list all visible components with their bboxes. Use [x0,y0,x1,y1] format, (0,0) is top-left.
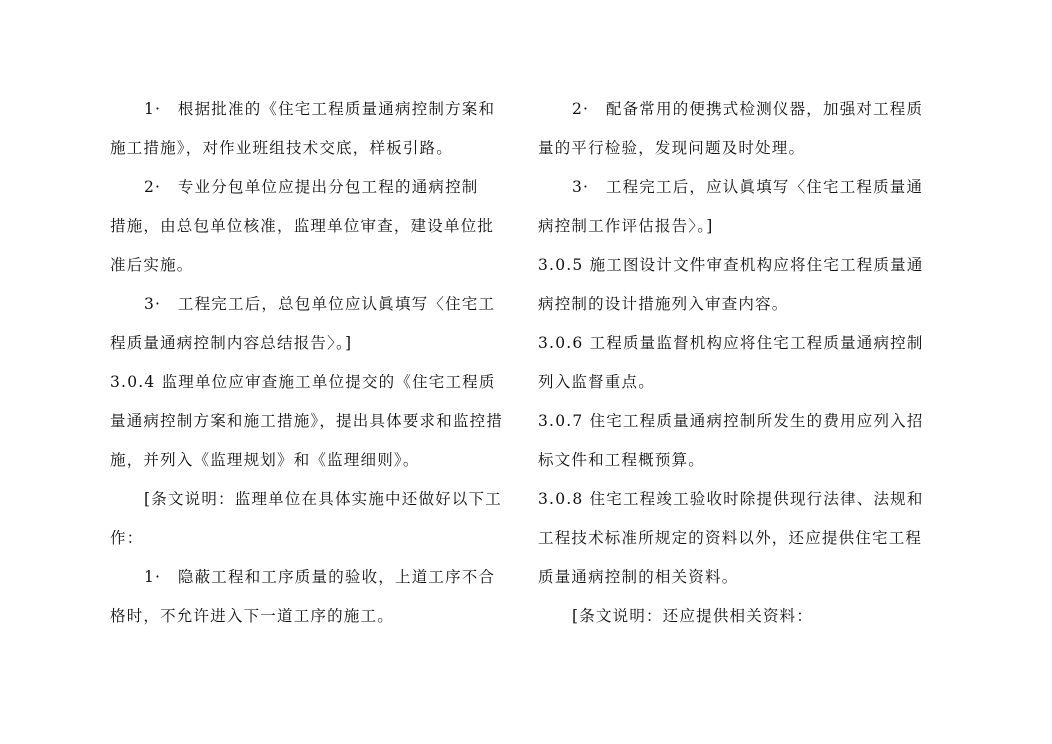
text-line: 2· 配备常用的便携式检测仪器，加强对工程质 [572,100,924,118]
text-line: 格时，不允许进入下一道工序的施工。 [110,607,394,625]
text-line: 标文件和工程概预算。 [538,451,706,469]
text-line: 施工措施》，对作业班组技术交底，样板引路。 [110,139,453,157]
clause-heading-3-0-6: 3.0.6 工程质量监督机构应将住宅工程质量通病控制 [538,334,924,352]
text-line: 病控制的设计措施列入审查内容。 [538,295,789,313]
text-line: 量通病控制方案和施工措施》，提出具体要求和监控措 [110,412,504,430]
text-line: 措施，由总包单位核准，监理单位审查，建设单位批 [110,217,495,235]
clause-heading-3-0-7: 3.0.7 住宅工程质量通病控制所发生的费用应列入招 [538,412,924,430]
left-column [110,90,520,636]
clause-explanation-line: [条文说明：监理单位在具体实施中还做好以下工 [144,490,502,508]
text-line: 程质量通病控制内容总结报告〉。] [110,334,353,352]
text-line: 病控制工作评估报告〉。] [538,217,714,235]
text-line: 工程技术标准所规定的资料以外，还应提供住宅工程 [538,529,923,547]
text-line: 2· 专业分包单位应提出分包工程的通病控制 [144,178,479,196]
text-line: 质量通病控制的相关资料。 [538,568,739,586]
text-line: 施，并列入《监理规划》和《监理细则》。 [110,451,420,469]
clause-heading-3-0-4: 3.0.4 监理单位应审查施工单位提交的《住宅工程质 [110,373,496,391]
text-line: 作： [110,529,144,547]
text-line: 3· 工程完工后，应认眞填写〈住宅工程质量通 [572,178,924,196]
clause-heading-3-0-8: 3.0.8 住宅工程竣工验收时除提供现行法律、法规和 [538,490,924,508]
clause-explanation-line: [条文说明：还应提供相关资料： [572,607,814,625]
text-line: 3· 工程完工后，总包单位应认眞填写〈住宅工 [144,295,496,313]
text-line: 列入监督重点。 [538,373,655,391]
right-column [538,90,948,636]
text-line: 量的平行检验，发现问题及时处理。 [538,139,806,157]
clause-heading-3-0-5: 3.0.5 施工图设计文件审查机构应将住宅工程质量通 [538,256,924,274]
text-line: 1· 隐蔽工程和工序质量的验收，上道工序不合 [144,568,496,586]
text-line: 准后实施。 [110,256,194,274]
text-line: 1· 根据批准的《住宅工程质量通病控制方案和 [144,100,496,118]
